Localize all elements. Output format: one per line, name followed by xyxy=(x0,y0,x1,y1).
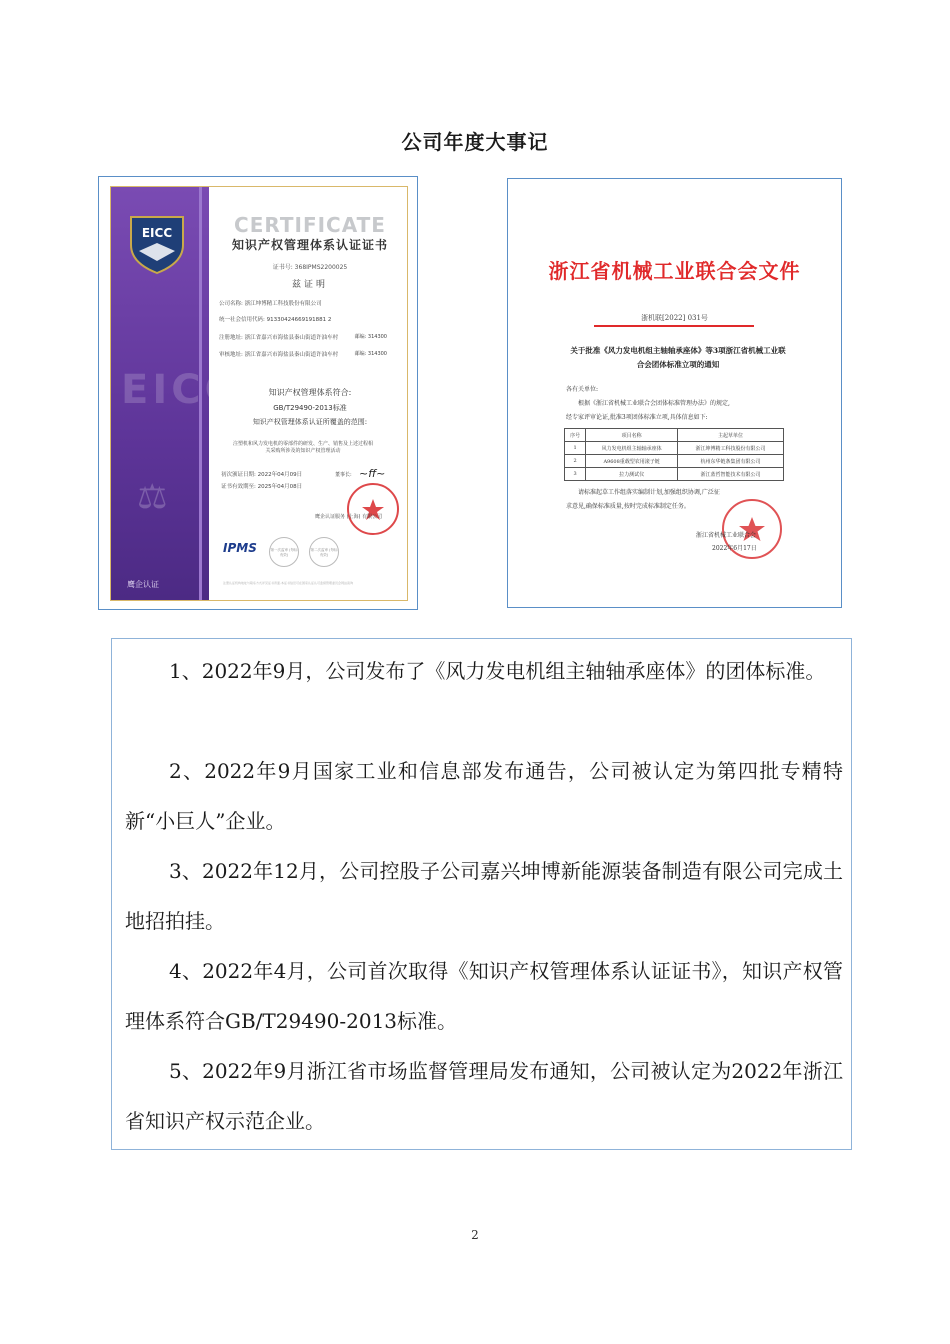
table-cell: 1 xyxy=(565,442,586,455)
event-item: 3、2022年12月，公司控股子公司嘉兴坤博新能源装备制造有限公司完成土地招拍挂。 xyxy=(125,859,843,933)
notice-para1: 根据《浙江省机械工业联合会团体标准管理办法》的规定, xyxy=(578,400,730,407)
chairman-signature: ~ff~ xyxy=(359,467,386,480)
event-item: 1、2022年9月，公司发布了《风力发电机组主轴轴承座体》的团体标准。 xyxy=(169,659,826,683)
ipms-logo: IPMS xyxy=(223,541,257,555)
notice-sign-date: 2022年6月17日 xyxy=(712,545,757,552)
table-cell: 3 xyxy=(565,468,586,481)
page-number: 2 xyxy=(471,1228,479,1242)
certificate-title-en: CERTIFICATE xyxy=(234,213,386,237)
notice-para2: 经专家评审论证,批准3项团体标准立项,具体信息如下: xyxy=(566,414,708,421)
certificate-audit-post: 邮编: 314300 xyxy=(354,351,387,357)
table-row xyxy=(565,455,784,468)
certificate-title-cn: 知识产权管理体系认证证书 xyxy=(231,238,388,252)
certificate-scope: 注塑机和风力发电机的零部件的研发、生产、销售及上述过程相关采购所涉及的知识产权管理活动 xyxy=(233,441,374,454)
chairman-label: 董事长: xyxy=(335,472,352,478)
notice-title: 关于批准《风力发电机组主轴轴承座体》等3项浙江省机械工业联合会团体标准立项的通知 xyxy=(570,346,786,369)
table-header-cell: 项目名称 xyxy=(586,429,678,442)
event-item: 5、2022年9月浙江省市场监督管理局发布通知，公司被认定为2022年浙江省知识产权示范企业。 xyxy=(125,1059,843,1133)
scale-icon: ⚖ xyxy=(137,477,168,517)
certificate-footer: 注册认证机构地址与联系方式详见证书背面,本证书信息可在国家认证认可监督管理委员会网站查询 xyxy=(223,581,353,585)
certificate-reg-post: 邮编: 314300 xyxy=(354,334,387,340)
eicc-badge-icon xyxy=(125,211,189,275)
notice-doc-number: 浙机联[2022] 031号 xyxy=(641,314,708,322)
certificate-number: 证书号: 368IPMS2200025 xyxy=(272,264,348,271)
table-header-cell: 序号 xyxy=(565,429,586,442)
band-watermark: EICC xyxy=(121,367,238,413)
notice-document-image xyxy=(507,178,842,608)
table-cell: 拉力测试仪 xyxy=(586,468,678,481)
ip-certificate-image xyxy=(98,176,418,610)
page-title: 公司年度大事记 xyxy=(401,130,549,154)
table-cell: 风力发电机组主轴轴承座体 xyxy=(586,442,678,455)
certificate-standard: GB/T29490-2013标准 xyxy=(273,404,347,412)
notice-para4: 求意见,确保标准质量,按时完成标准制定任务。 xyxy=(566,503,690,510)
certificate-sheet xyxy=(110,186,408,601)
events-box xyxy=(111,638,852,1150)
table-row xyxy=(565,442,784,455)
event-item: 2、2022年9月国家工业和信息部发布通告，公司被认定为第四批专精特新“小巨人”企业。 xyxy=(125,759,843,833)
notice-signer: 浙江省机械工业联合会 xyxy=(696,532,757,539)
certificate-reg-address: 注册地址: 浙江省嘉兴市海盐县秦山街道许油车村 xyxy=(219,335,339,341)
audit-stamp-2: 第二次监审 (每标有效) xyxy=(309,537,339,567)
notice-red-rule xyxy=(594,325,754,327)
certificate-body xyxy=(217,187,403,600)
brand-label: 鹰企认证 xyxy=(127,580,159,589)
notice-greeting: 各有关单位: xyxy=(566,386,599,393)
notice-para3: 请标准起草工作组落实编制计划,加强组织协调,广泛征 xyxy=(578,489,720,496)
table-cell: 浙江坤博精工科技股份有限公司 xyxy=(678,442,784,455)
table-cell: 杭州东华链条集团有限公司 xyxy=(678,455,784,468)
certificate-first-issue: 初次颁证日期: 2022年04月09日 xyxy=(221,472,303,478)
table-row xyxy=(565,468,784,481)
table-cell: 浙江蓝哲智能技术有限公司 xyxy=(678,468,784,481)
certificate-attest: 兹证明 xyxy=(291,280,328,290)
table-header-row xyxy=(565,429,784,442)
notice-header: 浙江省机械工业联合会文件 xyxy=(548,259,801,283)
red-seal-icon xyxy=(345,481,401,537)
table-cell: A9608重载型农用滚子链 xyxy=(586,455,678,468)
certificate-purple-band xyxy=(111,187,238,600)
certificate-audit-address: 审核地址: 浙江省嘉兴市海盐县秦山街道许油车村 xyxy=(219,352,339,358)
certificate-standard-label: 知识产权管理体系符合: xyxy=(268,388,352,397)
table-cell: 2 xyxy=(565,455,586,468)
notice-table xyxy=(564,428,784,481)
certificate-company: 公司名称: 浙江坤博精工科技股份有限公司 xyxy=(219,301,322,307)
audit-stamp-1: 第一次监审 (每标有效) xyxy=(269,537,299,567)
certificate-scope-label: 知识产权管理体系认证所覆盖的范围: xyxy=(252,418,368,426)
certificate-credit-code: 统一社会信用代码: 91330424669191881 2 xyxy=(219,317,332,323)
table-header-cell: 主起草单位 xyxy=(678,429,784,442)
event-item: 4、2022年4月，公司首次取得《知识产权管理体系认证证书》，知识产权管理体系符合GB/T29490-2013标准。 xyxy=(125,959,843,1033)
badge-text: EICC xyxy=(141,226,173,240)
certificate-valid-until: 证书有效期至: 2025年04月08日 xyxy=(221,484,303,490)
certificate-issuer: 鹰企认证服务 (上海) 有限公司 xyxy=(315,514,383,520)
